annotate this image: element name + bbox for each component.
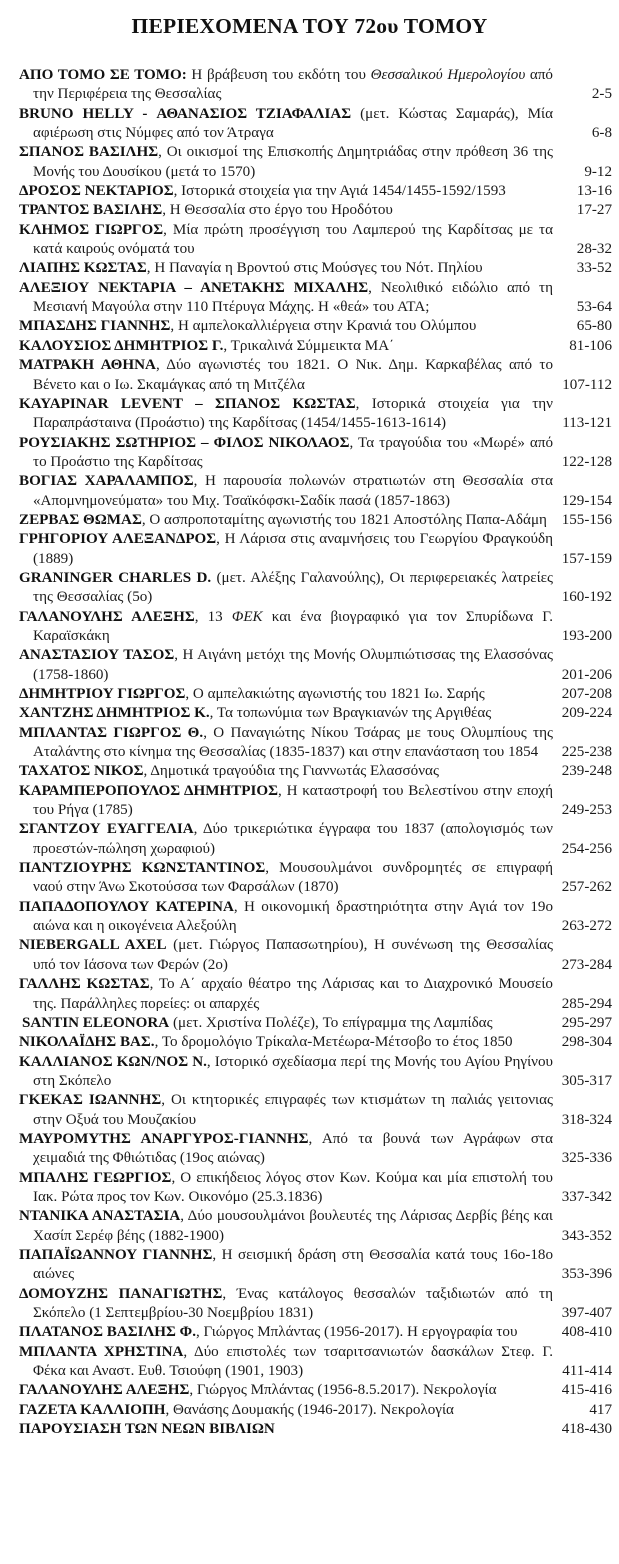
entry-author: ΝΤΑΝΙΚΑ ΑΝΑΣΤΑΣΙΑ bbox=[19, 1208, 181, 1225]
entry-pages: 17-27 bbox=[576, 202, 612, 219]
entry-author: ΜΠΑΛΗΣ ΓΕΩΡΓΙΟΣ bbox=[19, 1169, 172, 1186]
entry-author: ΖΕΡΒΑΣ ΘΩΜΑΣ bbox=[19, 511, 142, 528]
entry-author: ΑΝΑΣΤΑΣΙΟΥ ΤΑΣΟΣ bbox=[19, 647, 175, 664]
toc-entry bbox=[19, 279, 612, 318]
entry-pages: 33-52 bbox=[576, 260, 612, 277]
entry-author: ΓΚΕΚΑΣ ΙΩΑΝΝΗΣ bbox=[19, 1092, 162, 1109]
entry-title-italic: ΦΕΚ bbox=[231, 608, 263, 625]
entry-text bbox=[19, 279, 553, 318]
toc-entry bbox=[19, 685, 612, 704]
entry-text bbox=[19, 337, 553, 356]
entry-title: , Τα τραγούδια του «Μωρέ» από το Προάστιο της Καρδίτσας bbox=[33, 434, 553, 470]
entry-title: , Οι κτητορικές επιγραφές των κτισμάτων τη παλιάς γειτονιας στην Οξυά του Μουζακίου bbox=[33, 1092, 553, 1128]
entry-title: , Μία πρώτη προσέγγιση του Λαμπερού της Καρδίτσας με τα κατά καιρούς ονόματά του bbox=[33, 221, 553, 258]
toc-entry bbox=[19, 530, 612, 569]
entry-title: , Η Λάρισα στις αναμνήσεις του Γεωργίου Φραγκούδη (1889) bbox=[33, 531, 553, 567]
table-of-contents bbox=[19, 66, 612, 1439]
entry-title: , Δύο αγωνιστές του 1821. Ο Νικ. Δημ. Καρκαβέλας από το Βένετο και ο Ιω. Σκαμάγκας από τη Μιτζέλα bbox=[33, 357, 553, 393]
entry-title: , Τα τοπωνύμια των Βραγκιανών της Αργιθέας bbox=[209, 705, 492, 722]
entry-title: , Δύο μουσουλμάνοι βουλευτές της Λάρισας Δερβίς βέης και Χασίπ Σερέφ βέης (1882-1900) bbox=[33, 1208, 553, 1244]
entry-author: ΣΠΑΝΟΣ ΒΑΣΙΛΗΣ bbox=[19, 144, 159, 161]
entry-author: ΚΑΡΑΜΠΕΡΟΠΟΥΛΟΣ ΔΗΜΗΤΡΙΟΣ bbox=[19, 782, 279, 799]
entry-pages: 418-430 bbox=[561, 1421, 612, 1438]
entry-pages: 273-284 bbox=[561, 956, 612, 973]
entry-author: ΜΠΛΑΝΤΑ ΧΡΗΣΤΙΝΑ bbox=[19, 1343, 184, 1360]
entry-author: ΚΛΗΜΟΣ ΓΙΩΡΓΟΣ bbox=[19, 221, 164, 238]
entry-author: BRUNO HELLY - ΑΘΑΝΑΣΙΟΣ ΤΖΙΑΦΑΛΙΑΣ bbox=[19, 105, 352, 122]
entry-pages: 263-272 bbox=[561, 918, 612, 935]
entry-author: ΑΠΟ ΤΟΜΟ ΣΕ ΤΟΜΟ: bbox=[19, 67, 187, 83]
toc-entry bbox=[19, 898, 612, 937]
entry-title: , Η παρουσία πολωνών στρατιωτών στη Θεσσαλία στα «Απομνημονεύματα» του Μιχ. Τσαϊκόφσκι-Σαδίκ πασά (1857-1863) bbox=[33, 473, 554, 509]
entry-pages: 28-32 bbox=[576, 241, 612, 258]
entry-title-continued: και ένα βιογραφικό για τον Σπυρίδωνα Γ. Καραϊσκάκη bbox=[33, 608, 553, 644]
toc-entry bbox=[19, 1169, 612, 1208]
toc-entry bbox=[19, 975, 612, 1014]
entry-text bbox=[19, 434, 553, 473]
entry-author: ΜΠΛΑΝΤΑΣ ΓΙΩΡΓΟΣ Θ. bbox=[19, 724, 204, 741]
toc-entry bbox=[19, 472, 612, 511]
entry-text bbox=[19, 1169, 553, 1208]
entry-pages: 113-121 bbox=[562, 415, 612, 432]
entry-pages: 254-256 bbox=[561, 840, 612, 857]
entry-title-continued: από την Περιφέρεια της Θεσσαλίας bbox=[33, 67, 553, 103]
entry-author: ΓΡΗΓΟΡΙΟΥ ΑΛΕΞΑΝΔΡΟΣ bbox=[19, 531, 217, 548]
entry-pages: 129-154 bbox=[561, 492, 612, 509]
toc-entry bbox=[19, 143, 612, 182]
entry-text bbox=[19, 975, 553, 1014]
entry-pages: 201-206 bbox=[561, 666, 612, 683]
entry-pages: 107-112 bbox=[562, 376, 612, 393]
entry-text bbox=[19, 1246, 553, 1285]
entry-title: , Μουσουλμάνοι συνδρομητές σε επιγραφή ναού στην Άνω Σκοτούσσα των Φαρσάλων (1870) bbox=[33, 860, 553, 896]
entry-pages: 122-128 bbox=[561, 453, 612, 470]
toc-entry bbox=[19, 337, 612, 356]
entry-text bbox=[19, 143, 553, 182]
entry-title: , Ιστορικά στοιχεία για την Αγιά 1454/1455-1592/1593 bbox=[173, 183, 506, 200]
entry-title: , Ιστορικά στοιχεία για την Παραπράσταινα (Προάστιο) της Καρδίτσας (1454/1455-1613-1614) bbox=[33, 395, 553, 432]
entry-pages: 337-342 bbox=[561, 1188, 612, 1205]
entry-text bbox=[19, 356, 553, 395]
entry-text bbox=[19, 259, 553, 278]
entry-text bbox=[19, 66, 553, 105]
toc-entry bbox=[19, 182, 612, 201]
entry-title: , Η Θεσσαλία στο έργο του Ηροδότου bbox=[162, 202, 393, 219]
entry-text bbox=[19, 646, 553, 685]
entry-pages: 225-238 bbox=[561, 744, 612, 761]
entry-pages: 53-64 bbox=[576, 299, 612, 316]
entry-title: , Δύο επιστολές των τσαριτσανιωτών δασκάλων Στεφ. Γ. Φέκα και Αναστ. Ευθ. Τσιούφη (1901, 1903) bbox=[33, 1343, 553, 1380]
entry-text bbox=[19, 472, 553, 511]
entry-pages: 298-304 bbox=[561, 1034, 612, 1051]
entry-author: ΜΑΤΡΑΚΗ ΑΘΗΝΑ bbox=[19, 357, 156, 374]
entry-pages: 411-414 bbox=[562, 1363, 612, 1380]
entry-author: ΡΟΥΣΙΑΚΗΣ ΣΩΤΗΡΙΟΣ – ΦΙΛΟΣ ΝΙΚΟΛΑΟΣ bbox=[19, 434, 350, 451]
entry-title: , Οι οικισμοί της Επισκοπής Δημητριάδας στην πρόθεση 36 της Μονής του Δουσίκου (μετά το 1570) bbox=[33, 144, 553, 180]
entry-author: ΠΑΠΑΪΩΑΝΝΟΥ ΓΙΑΝΝΗΣ bbox=[19, 1246, 213, 1263]
entry-text bbox=[19, 395, 553, 434]
entry-text bbox=[19, 1091, 553, 1130]
page-title: ΠΕΡΙΕΧΟΜΕΝΑ ΤΟΥ 72ου ΤΟΜΟΥ bbox=[131, 14, 488, 38]
toc-entry bbox=[19, 66, 612, 105]
entry-title: , Το δρομολόγιο Τρίκαλα-Μετέωρα-Μέτσοβο το έτος 1850 bbox=[154, 1034, 513, 1051]
toc-entry bbox=[19, 511, 612, 530]
toc-entry bbox=[19, 1130, 612, 1169]
toc-entry bbox=[19, 936, 612, 975]
entry-title: , Δημοτικά τραγούδια της Γιαννωτάς Ελασσόνας bbox=[143, 763, 439, 780]
entry-text bbox=[19, 221, 553, 260]
entry-text bbox=[19, 1401, 553, 1420]
entry-author: ΛΙΑΠΗΣ ΚΩΣΤΑΣ bbox=[19, 260, 147, 277]
entry-text bbox=[19, 1420, 553, 1439]
entry-text bbox=[19, 724, 553, 763]
entry-title: , Η Αιγάνη μετόχι της Μονής Ολυμπιώτισσας της Ελασσόνας (1758-1860) bbox=[33, 647, 553, 683]
entry-text bbox=[19, 182, 553, 201]
toc-entry bbox=[19, 317, 612, 336]
entry-text bbox=[19, 762, 553, 781]
entry-author: ΔΟΜΟΥΖΗΣ ΠΑΝΑΓΙΩΤΗΣ bbox=[19, 1285, 223, 1302]
entry-author: ΜΠΑΣΔΗΣ ΓΙΑΝΝΗΣ bbox=[19, 318, 171, 335]
entry-title: , Ο Παναγιώτης Νίκου Τσάρας με τους Ολυμπίους της Αταλάντης στο κίνημα της Θεσσαλίας (1835-1837) και στην επανάσταση του 1854 bbox=[33, 724, 553, 761]
toc-entry bbox=[19, 1343, 612, 1382]
entry-pages: 157-159 bbox=[561, 550, 612, 567]
entry-author: ΚΑΛΟΥΣΙΟΣ ΔΗΜΗΤΡΙΟΣ Γ. bbox=[19, 337, 224, 354]
entry-pages: 249-253 bbox=[561, 802, 612, 819]
toc-entry bbox=[19, 1401, 612, 1420]
entry-title: Η βράβευση του εκδότη του bbox=[186, 67, 371, 83]
entry-title-italic: Θεσσαλικού Ημερολογίου bbox=[370, 67, 526, 83]
entry-author: ΠΑΝΤΖΙΟΥΡΗΣ ΚΩΝΣΤΑΝΤΙΝΟΣ bbox=[19, 860, 266, 877]
entry-pages: 353-396 bbox=[561, 1266, 612, 1283]
toc-entry bbox=[19, 569, 612, 608]
entry-text bbox=[19, 511, 553, 530]
entry-author: ΠΑΡΟΥΣΙΑΣΗ ΤΩΝ ΝΕΩΝ ΒΙΒΛΙΩΝ bbox=[19, 1421, 275, 1438]
entry-pages: 285-294 bbox=[561, 995, 612, 1012]
toc-entry bbox=[19, 1323, 612, 1342]
entry-text bbox=[19, 1323, 553, 1342]
toc-entry bbox=[19, 201, 612, 220]
entry-pages: 9-12 bbox=[584, 163, 612, 180]
entry-title: , 13 bbox=[194, 608, 232, 625]
entry-text bbox=[19, 898, 553, 937]
entry-title: , Το Α΄ αρχαίο θέατρο της Λάρισας και το Διαχρονικό Μουσείο της. Παράλληλες πορείες: οι απαρχές bbox=[33, 976, 553, 1012]
toc-entry bbox=[19, 1091, 612, 1130]
toc-entry bbox=[19, 762, 612, 781]
entry-text bbox=[19, 569, 553, 608]
entry-title: , Η οικονομική δραστηριότητα στην Αγιά τον 19ο αιώνα και η οικογένεια Αλεξούλη bbox=[33, 898, 553, 935]
entry-author: ΤΑΧΑΤΟΣ ΝΙΚΟΣ bbox=[19, 763, 144, 780]
entry-pages: 13-16 bbox=[576, 183, 612, 200]
entry-author: ΠΑΠΑΔΟΠΟΥΛΟΥ ΚΑΤΕΡΙΝΑ bbox=[19, 898, 234, 915]
entry-title: , Ένας κατάλογος θεσσαλών ταξιδιωτών από τη Σκόπελο (1 Σεπτεμβρίου-30 Νοεμβρίου 1831) bbox=[33, 1285, 553, 1321]
entry-title: , Γιώργος Μπλάντας (1956-2017). Η εργογραφία του bbox=[195, 1324, 518, 1341]
entry-text bbox=[19, 1285, 553, 1324]
entry-title: (μετ. Χριστίνα Πολέζε), Το επίγραμμα της Λαμπίδας bbox=[169, 1014, 493, 1031]
entry-text bbox=[19, 685, 553, 704]
entry-title: (μετ. Αλέξης Γαλανούλης), Οι περιφερειακές λατρείες της Θεσσαλίας (5ο) bbox=[33, 569, 553, 606]
toc-entry bbox=[19, 1246, 612, 1285]
entry-pages: 408-410 bbox=[561, 1324, 612, 1341]
entry-text bbox=[19, 1130, 553, 1169]
entry-text bbox=[19, 1207, 553, 1246]
toc-entry bbox=[19, 820, 612, 859]
entry-author: ΓΑΖΕΤΑ ΚΑΛΛΙΟΠΗ bbox=[19, 1401, 166, 1418]
toc-entry bbox=[19, 221, 612, 260]
entry-text bbox=[19, 1381, 553, 1400]
toc-entry bbox=[19, 646, 612, 685]
toc-entry bbox=[19, 1381, 612, 1400]
entry-text bbox=[19, 936, 553, 975]
entry-title: , Ο ασπροποταμίτης αγωνιστής του 1821 Αποστόλης Παπα-Αδάμη bbox=[141, 511, 547, 528]
entry-author: ΔΗΜΗΤΡΙΟΥ ΓΙΩΡΓΟΣ bbox=[19, 686, 186, 702]
entry-pages: 397-407 bbox=[561, 1305, 612, 1321]
entry-text bbox=[19, 317, 553, 336]
entry-text bbox=[19, 1343, 553, 1382]
entry-author: GRANINGER CHARLES D. bbox=[19, 569, 212, 586]
entry-text bbox=[19, 201, 553, 220]
entry-pages: 257-262 bbox=[561, 879, 612, 896]
toc-entry bbox=[19, 724, 612, 763]
toc-entry bbox=[19, 1285, 612, 1324]
entry-author: ΝΙΚΟΛΑΪΔΗΣ ΒΑΣ. bbox=[19, 1034, 155, 1051]
entry-text bbox=[19, 1033, 553, 1052]
entry-author: ΣΓΑΝΤΖΟΥ ΕΥΑΓΓΕΛΙΑ bbox=[19, 821, 194, 838]
entry-pages: 2-5 bbox=[591, 86, 612, 103]
toc-entry bbox=[19, 434, 612, 473]
entry-author: SANTIN ELEONORA bbox=[22, 1014, 170, 1031]
entry-author: ΠΛΑΤΑΝΟΣ ΒΑΣΙΛΗΣ Φ. bbox=[19, 1324, 196, 1341]
entry-pages: 65-80 bbox=[576, 318, 612, 335]
toc-entry bbox=[19, 1053, 612, 1092]
entry-pages: 318-324 bbox=[561, 1111, 612, 1128]
toc-entry bbox=[19, 356, 612, 395]
entry-title: (μετ. Κώστας Σαμαράς), Μία αφιέρωση στις Νύμφες από τον Άτραγα bbox=[33, 105, 553, 142]
entry-pages: 155-156 bbox=[561, 511, 612, 528]
entry-title: , Η σεισμική δράση στη Θεσσαλία κατά τους 16ο-18ο αιώνες bbox=[33, 1246, 553, 1283]
entry-author: ΚΑΛΛΙΑΝΟΣ ΚΩΝ/ΝΟΣ Ν. bbox=[19, 1053, 207, 1070]
entry-text bbox=[19, 1014, 555, 1033]
entry-title: (μετ. Γιώργος Παπασωτηρίου), Η συνένωση της Θεσσαλίας υπό τον Ιάσονα των Φερών (2ο) bbox=[33, 937, 553, 973]
entry-pages: 207-208 bbox=[561, 686, 612, 702]
entry-pages: 343-352 bbox=[561, 1227, 612, 1244]
entry-text bbox=[19, 820, 553, 859]
entry-title: , Ιστορικό σχεδίασμα περί της Μονής του Αγίου Ρηγίνου στη Σκόπελο bbox=[33, 1053, 553, 1089]
entry-author: ΒΟΓΙΑΣ ΧΑΡΑΛΑΜΠΟΣ bbox=[19, 473, 194, 490]
entry-author: ΑΛΕΞΙΟΥ ΝΕΚΤΑΡΙΑ – ΑΝΕΤΑΚΗΣ ΜΙΧΑΛΗΣ bbox=[19, 279, 369, 296]
entry-title: , Θανάσης Δουμακής (1946-2017). Νεκρολογία bbox=[165, 1401, 454, 1418]
entry-pages: 305-317 bbox=[561, 1072, 612, 1089]
toc-entry bbox=[19, 105, 612, 144]
entry-pages: 6-8 bbox=[591, 125, 612, 142]
entry-title: , Η καταστροφή του Βελεστίνου στην εποχή του Ρήγα (1785) bbox=[33, 782, 554, 819]
toc-entry bbox=[19, 259, 612, 278]
entry-pages: 209-224 bbox=[561, 705, 612, 722]
toc-entry bbox=[19, 1420, 612, 1439]
entry-title: , Η αμπελοκαλλιέργεια στην Κρανιά του Ολύμπου bbox=[170, 318, 477, 335]
entry-text bbox=[19, 859, 553, 898]
entry-pages: 325-336 bbox=[561, 1150, 612, 1167]
entry-author: ΤΡΑΝΤΟΣ ΒΑΣΙΛΗΣ bbox=[19, 202, 163, 219]
entry-pages: 239-248 bbox=[561, 763, 612, 780]
entry-author: ΜΑΥΡΟΜΥΤΗΣ ΑΝΑΡΓΥΡΟΣ-ΓΙΑΝΝΗΣ bbox=[19, 1130, 309, 1147]
entry-author: ΧΑΝΤΖΗΣ ΔΗΜΗΤΡΙΟΣ Κ. bbox=[19, 705, 210, 722]
entry-author: NIEBERGALL AXEL bbox=[19, 937, 167, 954]
entry-author: ΓΑΛΑΝΟΥΛΗΣ ΑΛΕΞΗΣ bbox=[19, 608, 195, 625]
entry-text bbox=[19, 530, 553, 569]
entry-author: ΓΑΛΛΗΣ ΚΩΣΤΑΣ bbox=[19, 976, 150, 993]
toc-entry bbox=[19, 1207, 612, 1246]
entry-text bbox=[19, 608, 553, 647]
toc-entry bbox=[19, 608, 612, 647]
entry-text bbox=[19, 105, 553, 144]
entry-pages: 193-200 bbox=[561, 627, 612, 644]
entry-pages: 81-106 bbox=[569, 337, 612, 354]
entry-title: , Ο επικήδειος λόγος στον Κων. Κούμα και μία επιστολή του Ιακ. Ρώτα προς τον Κων. Οικονόμο (25.3.1836) bbox=[33, 1169, 554, 1205]
entry-author: KAYAPINAR LEVENT – ΣΠΑΝΟΣ ΚΩΣΤΑΣ bbox=[19, 395, 356, 412]
entry-pages: 160-192 bbox=[561, 589, 612, 606]
entry-text bbox=[19, 704, 553, 723]
entry-title: , Η Παναγία η Βροντού στις Μούσγες του Νότ. Πηλίου bbox=[146, 260, 483, 277]
entry-title: , Νεολιθικό ειδώλιο από τη Μεσιανή Μαγούλα στην 110 Πτέρυγα Μάχης. Η «θεά» του ΑΤΑ; bbox=[33, 279, 553, 316]
entry-text bbox=[19, 1053, 553, 1092]
entry-title: , Από τα βουνά των Αγράφων στα χειμαδιά της Φθιώτιδας (19ος αιώνας) bbox=[33, 1130, 553, 1167]
toc-entry bbox=[19, 395, 612, 434]
toc-entry bbox=[19, 704, 612, 723]
toc-entry bbox=[19, 1014, 612, 1033]
entry-pages: 417 bbox=[589, 1401, 612, 1418]
entry-pages: 295-297 bbox=[561, 1014, 612, 1031]
entry-title: , Γιώργος Μπλάντας (1956-8.5.2017). Νεκρολογία bbox=[189, 1382, 497, 1399]
entry-pages: 415-416 bbox=[561, 1382, 612, 1399]
toc-entry bbox=[19, 859, 612, 898]
toc-entry bbox=[19, 1033, 612, 1052]
entry-text bbox=[19, 782, 553, 821]
entry-title: , Τρικαλινά Σύμμεικτα ΜΑ΄ bbox=[223, 337, 395, 354]
entry-title: , Δύο τρικεριώτικα έγγραφα του 1837 (απολογισμός των προεστών-πώληση χωραφιού) bbox=[33, 821, 553, 857]
entry-author: ΔΡΟΣΟΣ ΝΕΚΤΑΡΙΟΣ bbox=[19, 183, 174, 200]
entry-author: ΓΑΛΑΝΟΥΛΗΣ ΑΛΕΞΗΣ bbox=[19, 1382, 190, 1399]
entry-title: , Ο αμπελακιώτης αγωνιστής του 1821 Ιω. Σαρής bbox=[185, 686, 485, 702]
toc-entry bbox=[19, 782, 612, 821]
